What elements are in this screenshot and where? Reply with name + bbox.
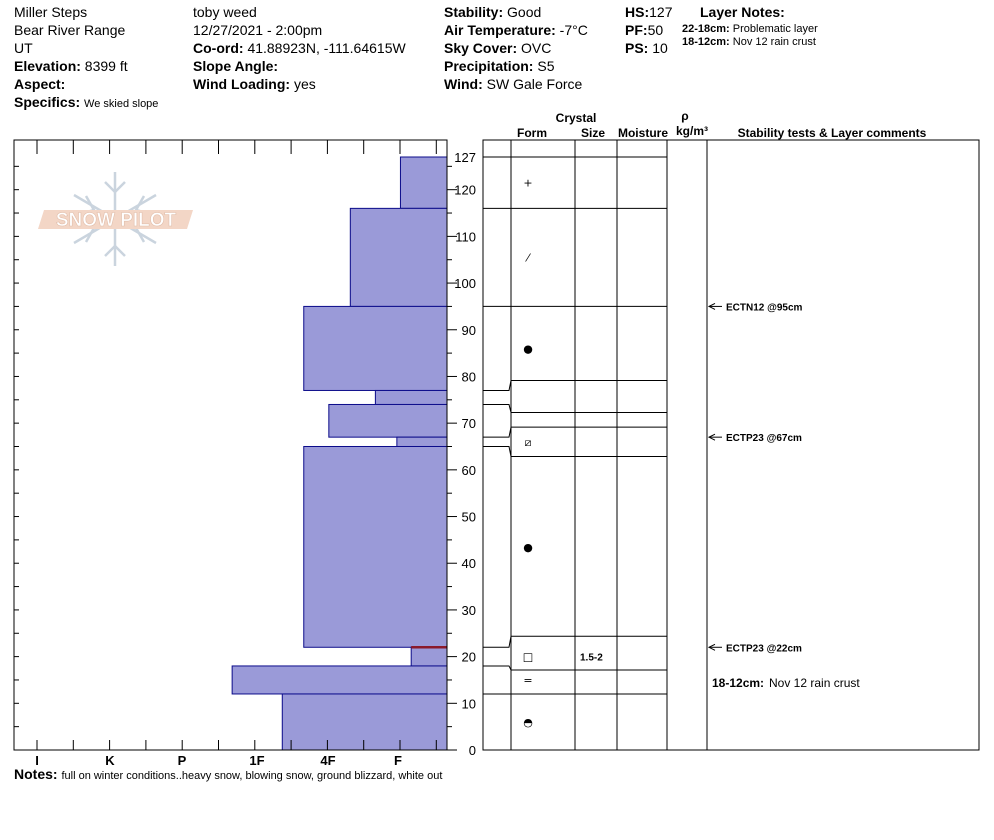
hardness-layer-bar: [282, 694, 447, 750]
elevation-value: 8399 ft: [84, 58, 128, 74]
depth-tick-label: 110: [455, 229, 476, 245]
stability-test-label: ECTP23 @67cm: [726, 433, 802, 445]
depth-tick-label: 100: [454, 276, 476, 292]
sky-value: OVC: [521, 40, 552, 56]
depth-tick-label: 0: [468, 743, 476, 758]
wind-value: SW Gale Force: [486, 76, 583, 92]
stability-value: Good: [507, 4, 542, 20]
density-header: kg/m³: [675, 124, 709, 138]
hardness-tick-label: K: [105, 753, 115, 768]
crystal-form-symbol: ●: [523, 540, 533, 554]
elevation-label: Elevation:: [14, 58, 81, 74]
specifics-label: Specifics:: [14, 94, 81, 110]
hardness-tick-label: 4F: [320, 753, 336, 768]
table-border: [483, 140, 979, 750]
hardness-tick-label: 1F: [249, 753, 265, 768]
crystal-form-symbol: ⧄: [524, 435, 532, 449]
layer-comment-range: 18-12cm:: [712, 675, 765, 690]
precip-value: S5: [537, 58, 555, 74]
hs-label: HS:: [625, 4, 650, 20]
pf-label: PF:: [625, 22, 648, 38]
sky-label: Sky Cover:: [444, 40, 518, 56]
state: UT: [14, 40, 33, 56]
hs-value: 127: [649, 4, 673, 20]
hardness-tick-label: I: [35, 753, 39, 768]
air-temp-value: -7°C: [559, 22, 588, 38]
depth-tick-label: 80: [461, 369, 476, 385]
air-temp-label: Air Temperature:: [444, 22, 556, 38]
hardness-profile: [232, 157, 447, 750]
hardness-layer-bar: [304, 306, 447, 390]
hardness-layer-bar: [350, 208, 447, 306]
hardness-layer-bar: [400, 157, 447, 208]
hardness-layer-bar: [304, 446, 447, 647]
layer-note-range: 22-18cm:: [682, 23, 730, 35]
logo-text: SNOW PILOT: [55, 210, 177, 231]
form-header: Form: [517, 126, 547, 140]
aspect-label: Aspect:: [14, 76, 66, 92]
wind-loading-value: yes: [293, 76, 316, 92]
moisture-header: Moisture: [617, 126, 669, 140]
hardness-layer-bar: [397, 437, 447, 446]
mountain-range: Bear River Range: [14, 22, 126, 38]
coord-label: Co-ord:: [193, 40, 244, 56]
crystal-form-symbol: □: [522, 650, 534, 664]
stability-header: Stability tests & Layer comments: [737, 126, 927, 140]
wind-loading-label: Wind Loading:: [193, 76, 291, 92]
depth-tick-label: 120: [454, 182, 476, 198]
depth-tick-label: 40: [461, 556, 476, 572]
coord-value: 41.88923N, -111.64615W: [247, 40, 406, 56]
hardness-layer-bar: [375, 390, 447, 404]
layer-notes-title: Layer Notes:: [700, 4, 785, 20]
crystal-header: Crystal: [555, 111, 597, 125]
location-name: Miller Steps: [14, 4, 88, 20]
wind-label: Wind:: [444, 76, 483, 92]
notes-text: full on winter conditions..heavy snow, blowing snow, ground blizzard, white out: [61, 770, 443, 782]
crystal-form-symbol: =: [523, 673, 533, 687]
layer-note-text: Nov 12 rain crust: [732, 36, 816, 48]
layer-note-range: 18-12cm:: [682, 36, 730, 48]
crystal-form-symbol: ◓: [523, 715, 533, 729]
pf-value: 50: [647, 22, 664, 38]
depth-tick-label: 70: [461, 416, 476, 432]
size-header: Size: [580, 126, 606, 140]
hardness-layer-bar: [329, 404, 447, 437]
notes-label: Notes:: [14, 766, 58, 782]
layer-comment-text: Nov 12 rain crust: [769, 675, 860, 690]
hardness-layer-bar: [232, 666, 447, 694]
snowpilot-logo: [38, 172, 193, 266]
crystal-form-symbol: +: [523, 176, 533, 190]
stability-label: Stability:: [444, 4, 504, 20]
depth-tick-label: 60: [461, 462, 476, 478]
crystal-size: 1.5-2: [580, 652, 603, 664]
depth-tick-label: 50: [461, 509, 476, 525]
rho-header: ρ: [681, 109, 689, 123]
hardness-tick-label: P: [177, 753, 187, 768]
precip-label: Precipitation:: [444, 58, 534, 74]
depth-tick-label: 10: [461, 696, 476, 712]
crystal-form-symbol: ●: [523, 342, 533, 356]
specifics-value: We skied slope: [84, 98, 159, 110]
depth-tick-label: 30: [461, 602, 476, 618]
datetime: 12/27/2021 - 2:00pm: [193, 22, 323, 38]
slope-label: Slope Angle:: [193, 58, 279, 74]
layer-table: [483, 140, 979, 750]
ps-label: PS:: [625, 40, 649, 56]
crystal-form-symbol: ⁄: [527, 251, 529, 265]
hardness-tick-label: F: [394, 753, 402, 768]
ps-value: 10: [652, 40, 668, 56]
depth-tick-label: 20: [461, 649, 476, 665]
depth-tick-label: 127: [454, 150, 476, 165]
layer-note-text: Problematic layer: [732, 23, 818, 35]
stability-test-label: ECTP23 @22cm: [726, 643, 802, 655]
depth-tick-label: 90: [461, 322, 476, 338]
stability-test-label: ECTN12 @95cm: [726, 302, 803, 314]
hardness-layer-bar: [411, 647, 447, 666]
observer: toby weed: [193, 4, 257, 20]
notes: [14, 766, 442, 782]
